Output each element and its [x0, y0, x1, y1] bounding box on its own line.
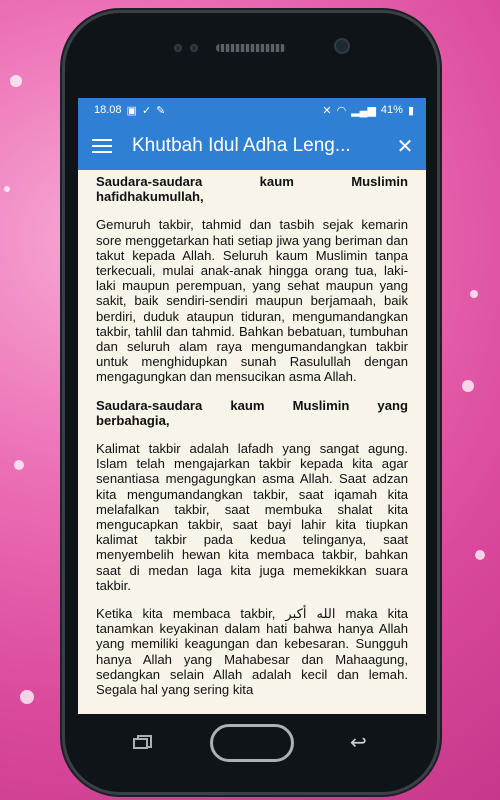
status-bar [78, 98, 426, 122]
background-sparkle [14, 460, 24, 470]
back-icon[interactable]: ↩ [350, 732, 367, 754]
light-sensor [190, 44, 198, 52]
background-sparkle [20, 690, 34, 704]
recent-apps-icon[interactable] [133, 735, 153, 749]
signal-icon: ▂▄▆ [351, 104, 376, 117]
status-time: 18.08 [94, 104, 122, 116]
home-button[interactable] [210, 724, 294, 762]
background-sparkle [470, 290, 478, 298]
paragraph-text: Ketika kita membaca takbir, الله أكبر maka kita tanamkan keyakinan dalam hati bahwa hanya Allah yang memiliki keagungan dan kebesaran. Sungguh hanya Allah yang Mahabesar dan Mahaagung, sedangkan selain Allah adalah kecil dan lemah. Segala hal yang sering kita [96, 606, 409, 698]
mute-icon: ✕ [322, 104, 332, 117]
hamburger-menu-icon[interactable] [92, 139, 112, 153]
paragraph-heading: Saudara-saudara kaum Muslimin hafidhakumullah, [96, 174, 408, 205]
background-sparkle [475, 550, 485, 560]
wifi-icon: ◠ [336, 104, 347, 117]
background-sparkle [10, 75, 22, 87]
battery-percent: 41% [380, 104, 403, 116]
app-title: Khutbah Idul Adha Leng... [132, 135, 351, 156]
background-sparkle [4, 186, 10, 192]
phone-speaker [216, 44, 286, 52]
app-screen [78, 98, 426, 714]
background-sparkle [462, 380, 474, 392]
battery-icon: ▮ [407, 104, 414, 117]
proximity-sensor [174, 44, 182, 52]
paragraph-text: Kalimat takbir adalah lafadh yang sangat agung. Islam telah mengajarkan takbir kepada kita agar senantiasa mengagungkan asma Allah. Saat adzan kita mengumandangkan takbir, saat iqamah kita melafalkan takbir, saat membuka shalat kita mengucapkan takbir, saat bayi lahir kita tiupkan kalimat takbir pada kedua telinganya, saat menyembelih hewan kita membaca takbir, bahkan saat di medan laga kita juga memekikkan suara takbir. [96, 441, 408, 593]
article-content[interactable] [78, 170, 426, 714]
paragraph-text: Gemuruh takbir, tahmid dan tasbih sejak kemarin sore menggetarkan hati setiap jiwa yang beriman dan takut kepada Allah. Seluruh kaum Muslimin tanpa terkecuali, mulai anak-anak hingga orang tua, laki-laki maupun perempuan, yang sehat maupun yang sakit, baik sendiri-sendiri maupun berjamaah, baik berdiri, duduk ataupun tiduran, mengumandangkan takbir, tahlil dan tahmid. Bahkan bebatuan, tumbuhan dan seluruh alam raya mengumandangkan takbir untuk menghidupkan sunah Rasulullah dengan mengagungkan dan mensucikan asma Allah. [96, 217, 408, 385]
image-icon: ▣ [126, 104, 137, 117]
check-icon: ✓ [141, 104, 152, 117]
close-icon[interactable]: ✕ [396, 135, 414, 158]
tools-icon: ✎ [156, 104, 166, 117]
app-bar [78, 122, 426, 170]
front-camera [334, 38, 350, 54]
paragraph-heading: Saudara-saudara kaum Muslimin yang berbahagia, [96, 397, 408, 428]
